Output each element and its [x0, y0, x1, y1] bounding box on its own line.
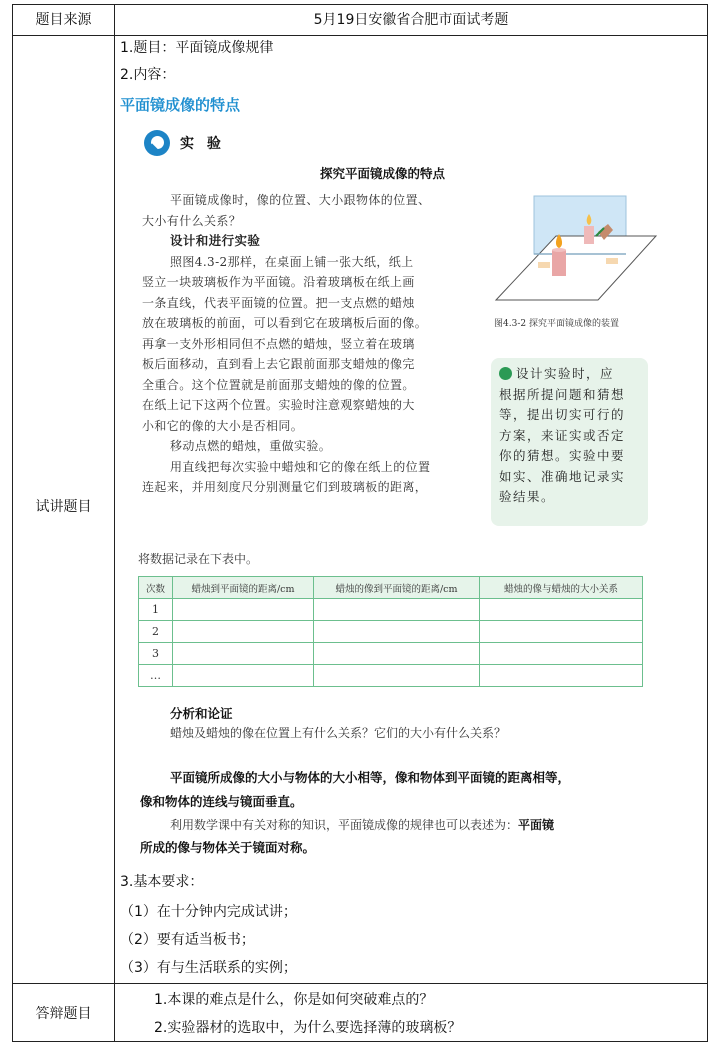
- table-header-row: [139, 577, 643, 599]
- text-line: 平面镜成像时，像的位置、大小跟物体的位置、: [170, 193, 431, 207]
- requirement-item: （1）在十分钟内完成试讲；: [120, 904, 297, 920]
- section-title: 平面镜成像的特点: [120, 96, 241, 114]
- table-header: 次数: [139, 577, 173, 599]
- text-line: 连起来，并用刻度尺分别测量它们到玻璃板的距离，: [142, 480, 428, 494]
- table-header: 蜡烛的像到平面镜的距离/cm: [314, 577, 480, 599]
- row-divider: [13, 35, 707, 36]
- text-line: 大小有什么关系？: [142, 213, 242, 228]
- text-line: 板后面移动，直到看上去它跟前面那支蜡烛的像完: [142, 357, 415, 371]
- text-line: 再拿一支外形相同但不点燃的蜡烛，竖立着在玻璃: [142, 336, 415, 351]
- content-label: 2.内容：: [120, 67, 176, 83]
- figure-caption: 图4.3-2 探究平面镜成像的装置: [494, 319, 619, 329]
- data-table: [138, 576, 643, 687]
- row-number: 1: [139, 599, 173, 621]
- conclusion-line: 像和物体的连线与镜面垂直。: [140, 794, 303, 809]
- row-number: …: [139, 665, 173, 687]
- requirement-item: （3）有与生活联系的实例；: [120, 960, 297, 976]
- text-line: 照图4.3-2那样，在桌面上铺一张大纸，纸上: [170, 254, 414, 269]
- mirror-apparatus-figure: [494, 192, 660, 312]
- row-number: 2: [139, 621, 173, 643]
- tip-icon: [499, 367, 512, 380]
- text-line: 竖立一块玻璃板作为平面镜。沿着玻璃板在纸上画: [142, 275, 415, 289]
- conclusion-line: 所成的像与物体关于镜面对称。: [140, 840, 316, 855]
- subheading: 设计和进行实验: [170, 233, 261, 248]
- experiment-icon: [144, 130, 170, 156]
- requirements-title: 3.基本要求：: [120, 874, 204, 890]
- defense-question: 1.本课的难点是什么，你是如何突破难点的？: [154, 992, 434, 1008]
- table-header: 蜡烛到平面镜的距离/cm: [173, 577, 314, 599]
- experiment-label: 实 验: [180, 136, 225, 152]
- tip-line: 设计实验时，应: [516, 366, 615, 381]
- row-divider: [13, 983, 707, 984]
- table-row: [139, 643, 643, 665]
- record-line: 将数据记录在下表中。: [138, 552, 259, 566]
- text-line: 放在玻璃板的前面，可以看到它在玻璃板后面的像。: [142, 316, 428, 330]
- experiment-text: [142, 190, 476, 498]
- exam-title: 5月19日安徽省合肥市面试考题: [313, 12, 509, 28]
- analysis-question: 蜡烛及蜡烛的像在位置上有什么关系？它们的大小有什么关系？: [170, 726, 507, 740]
- trial-label: 试讲题目: [35, 499, 92, 515]
- text-line: 移动点燃的蜡烛，重做实验。: [170, 439, 332, 453]
- tip-box: [491, 358, 648, 526]
- experiment-header: [144, 130, 225, 156]
- tip-line: 等，提出切实可行的: [499, 407, 626, 422]
- requirement-item: （2）要有适当板书；: [120, 932, 255, 948]
- experiment-title: 探究平面镜成像的特点: [320, 166, 446, 181]
- text-line: 用直线把每次实验中蜡烛和它的像在纸上的位置: [170, 459, 431, 474]
- source-label: 题目来源: [35, 12, 92, 28]
- table-row: [139, 621, 643, 643]
- text-line: 在纸上记下这两个位置。实验时注意观察蜡烛的大: [142, 398, 415, 412]
- tip-line: 方案，来证实或否定: [499, 427, 626, 443]
- topic-line: 1.题目：平面镜成像规律: [120, 40, 274, 56]
- column-divider: [114, 5, 115, 1041]
- defense-label: 答辩题目: [35, 1006, 92, 1022]
- row-number: 3: [139, 643, 173, 665]
- conclusion-text: 利用数学课中有关对称的知识，平面镜成像的规律也可以表述为：: [170, 818, 519, 832]
- text-line: 全重合。这个位置就是前面那支蜡烛的像的位置。: [142, 377, 415, 392]
- tip-line: 如实、准确地记录实: [499, 468, 626, 484]
- tip-line: 验结果。: [499, 489, 556, 504]
- table-row: [139, 599, 643, 621]
- table-header: 蜡烛的像与蜡烛的大小关系: [480, 577, 643, 599]
- analysis-title: 分析和论证: [170, 706, 233, 721]
- tip-line: 你的猜想。实验中要: [499, 448, 626, 463]
- conclusion-line: 平面镜所成像的大小与物体的大小相等，像和物体到平面镜的距离相等，: [170, 770, 571, 785]
- text-line: 一条直线，代表平面镜的位置。把一支点燃的蜡烛: [142, 295, 415, 310]
- conclusion-emphasis: 平面镜: [518, 818, 555, 832]
- text-line: 小和它的像的大小是否相同。: [142, 418, 304, 433]
- defense-question: 2.实验器材的选取中，为什么要选择薄的玻璃板？: [154, 1020, 462, 1036]
- table-row: [139, 665, 643, 687]
- conclusion-line: [170, 816, 554, 833]
- tip-line: 根据所提问题和猜想: [499, 386, 626, 402]
